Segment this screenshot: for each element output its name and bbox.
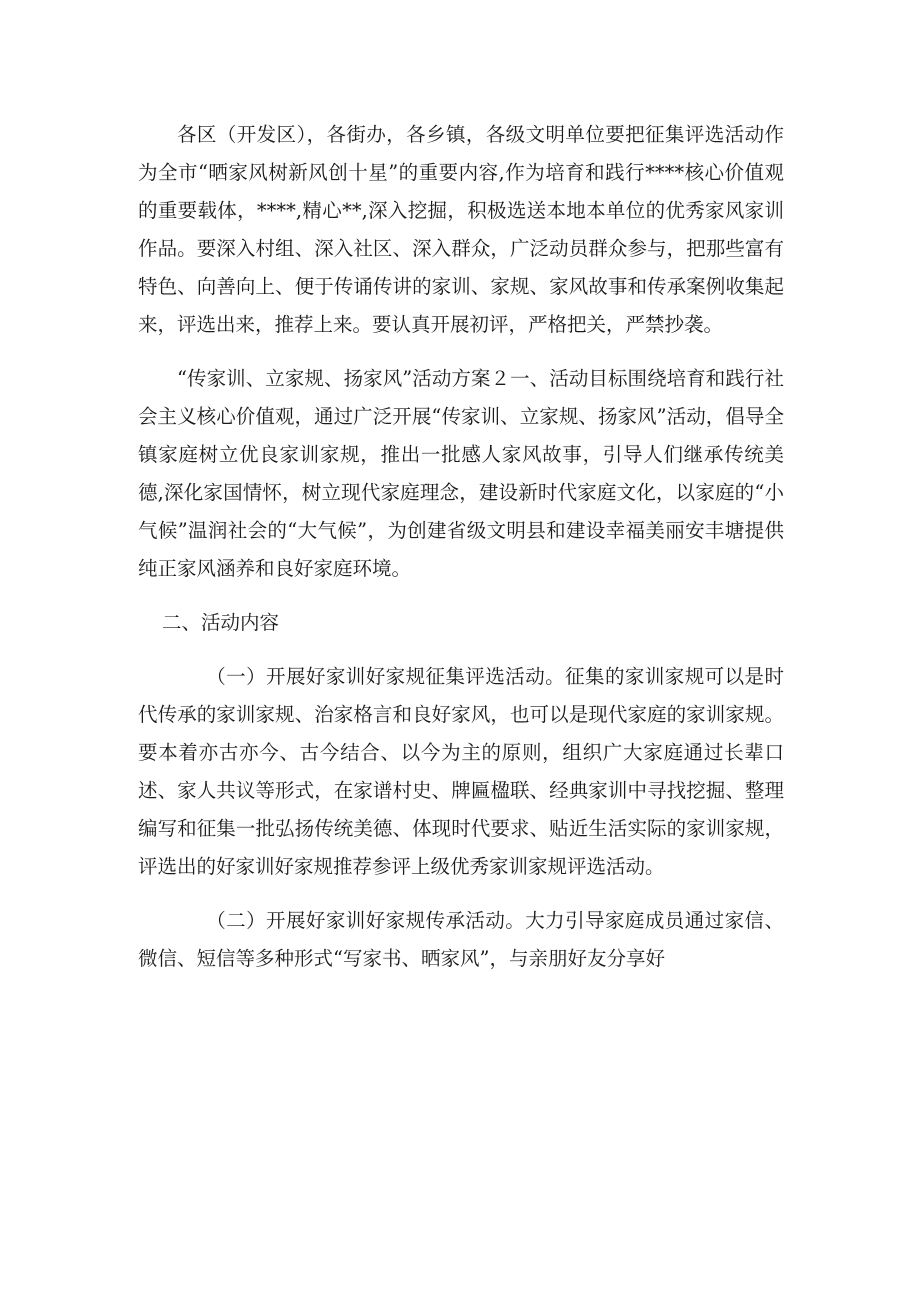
- paragraph-selection-requirements: 各区（开发区），各街办，各乡镇，各级文明单位要把征集评选活动作为全市“晒家风树新风创十星”的重要内容,作为培育和践行****核心价值观的重要载体，****,精心**,深入挖掘，积极选送本地本单位的优秀家风家训作品。要深入村组、深入社区、深入群众，广泛动员群众参与，把那些富有特色、向善向上、便于传诵传讲的家训、家规、家风故事和传承案例收集起来，评选出来，推荐上来。要认真开展初评，严格把关，严禁抄袭。: [138, 123, 784, 336]
- paragraph-gap: [138, 886, 784, 902]
- paragraph-item-one: （一）开展好家训好家规征集评选活动。征集的家训家规可以是时代传承的家训家规、治家格言和良好家风，也可以是现代家庭的家训家规。要本着亦古亦今、古今结合、以今为主的原则，组织广大家庭通过长辈口述、家人共议等形式，在家谱村史、牌匾楹联、经典家训中寻找挖掘、整理编写和征集一批弘扬传统美德、体现时代要求、贴近生活实际的家训家规，评选出的好家训好家规推荐参评上级优秀家训家规评选活动。: [138, 665, 784, 878]
- paragraph-gap: [138, 642, 784, 658]
- paragraph-gap: [138, 588, 784, 604]
- document-body: [138, 116, 784, 978]
- paragraph-activity-plan-goals: “传家训、立家规、扬家风”活动方案２一、活动目标围绕培育和践行社会主义核心价值观，通过广泛开展“传家训、立家规、扬家风”活动，倡导全镇家庭树立优良家训家规，推出一批感人家风故事，引导人们继承传统美德,深化家国情怀，树立现代家庭理念，建设新时代家庭文化，以家庭的“小气候”温润社会的“大气候”，为创建省级文明县和建设幸福美丽安丰塘提供纯正家风涵养和良好家庭环境。: [138, 367, 784, 580]
- section-heading-activity-content: 二、活动内容: [162, 611, 280, 634]
- paragraph-gap: [138, 344, 784, 360]
- paragraph-item-two: （二）开展好家训好家规传承活动。大力引导家庭成员通过家信、微信、短信等多种形式“写家书、晒家风”，与亲朋好友分享好: [138, 909, 784, 970]
